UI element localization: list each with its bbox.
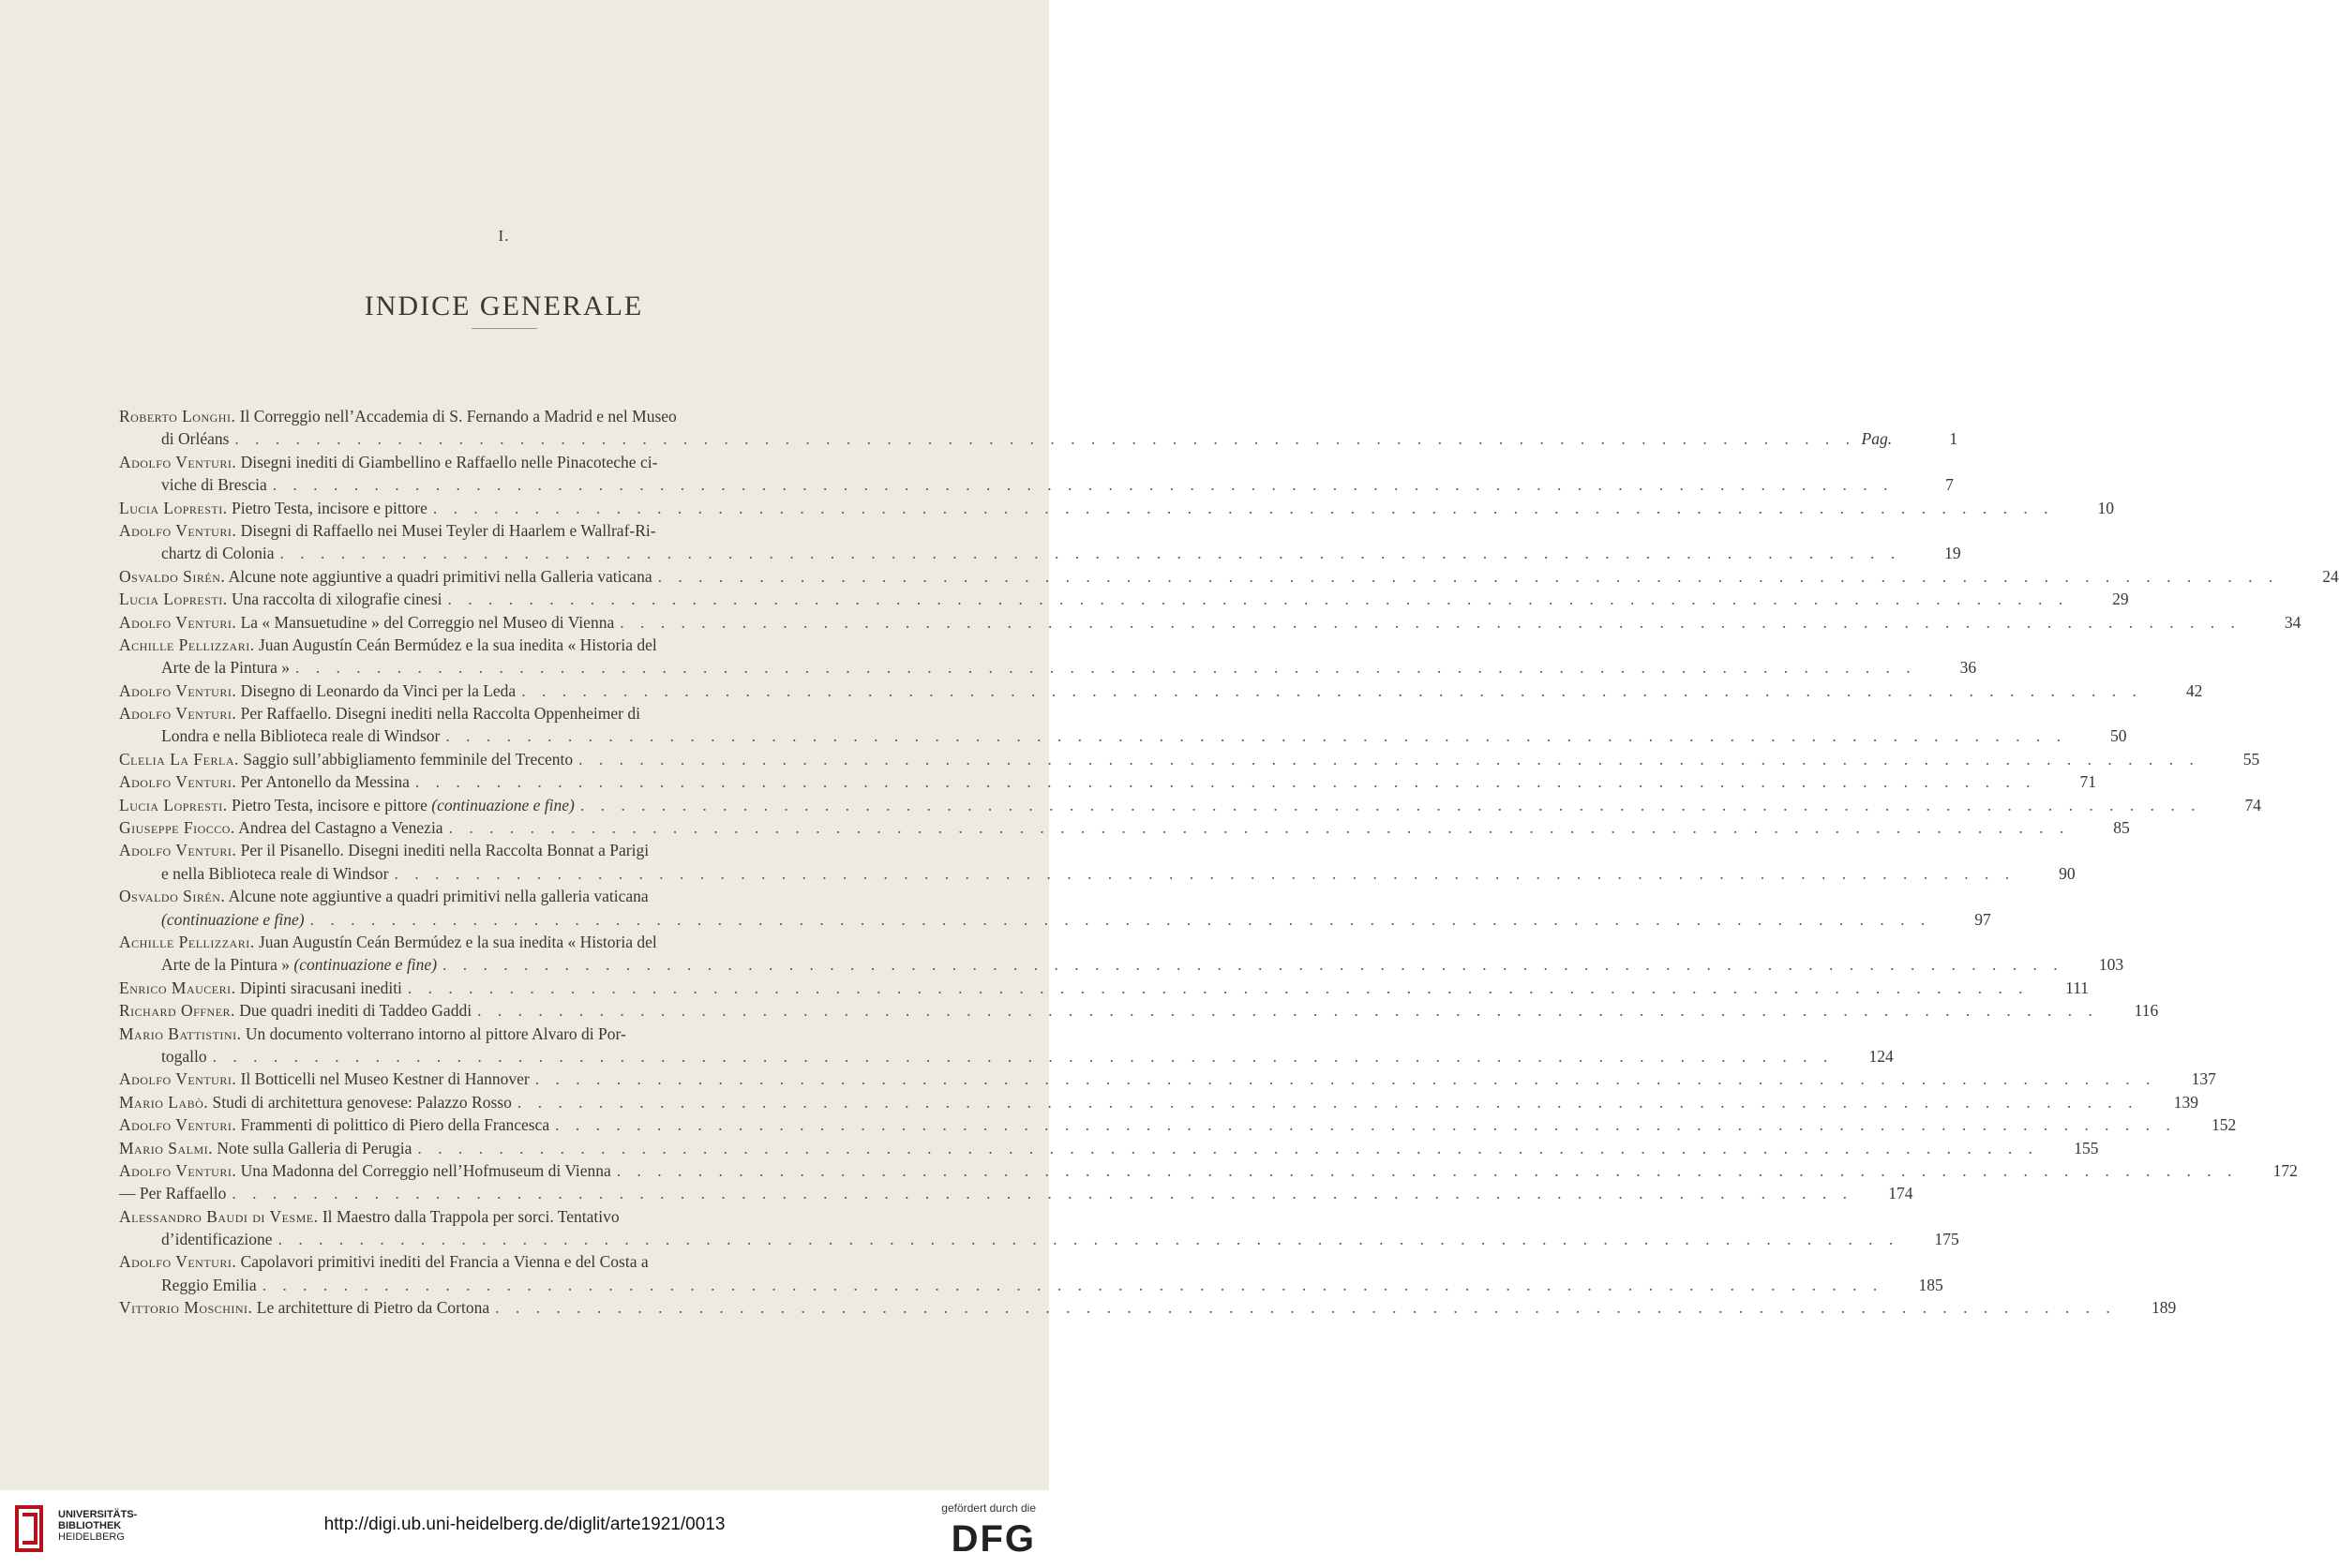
toc-line	[119, 519, 878, 542]
toc-title: Saggio sull’abbigliamento femminile del Trecento	[243, 749, 574, 769]
dot-leader: . . . . . . . . . . . . . . . . . . . . . . . . . . . . . . . . . . . . . . . . . . . . . . . . . . . . . . . . . . . . . . . . . . . . . . . . . . . . . . . .	[262, 1275, 1883, 1294]
toc-page-number: 189	[2151, 1298, 2177, 1318]
toc-entry	[119, 519, 1961, 565]
toc-text	[119, 794, 575, 816]
toc-title: Il Botticelli nel Museo Kestner di Hannover	[240, 1069, 530, 1089]
toc-title: Andrea del Castagno a Venezia	[238, 818, 443, 838]
toc-author: Osvaldo Sirén.	[119, 887, 226, 906]
toc-entry	[119, 1182, 1913, 1204]
toc-line	[119, 1068, 2216, 1090]
toc-author: Giuseppe Fiocco.	[119, 818, 235, 838]
toc-author: Clelia La Ferla.	[119, 749, 239, 769]
toc-page-number: 185	[1918, 1275, 1943, 1294]
toc-text	[119, 679, 516, 702]
toc-title: di Orléans	[161, 429, 230, 449]
toc-line	[119, 473, 1954, 496]
toc-line	[119, 999, 2159, 1022]
toc-text	[119, 770, 410, 793]
toc-title: Reggio Emilia	[161, 1275, 257, 1294]
toc-text	[119, 588, 442, 610]
toc-line	[119, 565, 2339, 588]
toc-author: Adolfo Venturi.	[119, 772, 237, 792]
toc-page-number: 152	[2211, 1115, 2237, 1135]
dot-leader: . . . . . . . . . . . . . . . . . . . . . . . . . . . . . . . . . . . . . . . . . . . . . . . . . . . . . . . . . . . . . . . . . . . . . . . . . . . . . . . .	[277, 1230, 1899, 1249]
toc-text	[119, 1113, 549, 1136]
toc-page-label: Pag.	[1861, 429, 1893, 449]
toc-entry	[119, 1068, 2216, 1090]
toc-title: Arte de la Pintura »	[161, 955, 291, 975]
toc-author: Adolfo Venturi.	[119, 1069, 237, 1089]
toc-author: Mario Battistini.	[119, 1023, 242, 1043]
toc-entry	[119, 1159, 2298, 1182]
toc-line	[119, 885, 878, 907]
toc-title: viche di Brescia	[161, 475, 267, 495]
toc-page-number: 55	[2242, 749, 2260, 769]
toc-author: Richard Offner.	[119, 1001, 235, 1021]
toc-title: Due quadri inediti di Taddeo Gaddi	[239, 1001, 472, 1021]
toc-author: Adolfo Venturi.	[119, 841, 237, 860]
toc-page-number: 7	[1945, 475, 1954, 495]
toc-title: Per Antonello da Messina	[240, 772, 410, 792]
toc-line	[119, 1113, 2237, 1136]
toc-text	[161, 542, 275, 564]
toc-line	[119, 977, 2090, 999]
toc-line	[119, 656, 1977, 679]
toc-text	[119, 748, 573, 770]
toc-entry	[119, 497, 2115, 519]
toc-line	[119, 1274, 1943, 1296]
toc-page-number: 85	[2113, 818, 2130, 838]
dot-leader: . . . . . . . . . . . . . . . . . . . . . . . . . . . . . . . . . . . . . . . . . . . . . . . . . . . . . . . . . . . . . . . . . . . . . . . . . . . . . . . .	[521, 680, 2143, 700]
toc-text	[119, 611, 614, 634]
dot-leader: . . . . . . . . . . . . . . . . . . . . . . . . . . . . . . . . . . . . . . . . . . . . . . . . . . . . . . . . . . . . . . . . . . . . . . . . . . . . . . . .	[579, 795, 2202, 814]
toc-title: Per Raffaello. Disegni inediti nella Raccolta Oppenheimer di	[240, 704, 640, 724]
toc-page-number: 50	[2109, 726, 2127, 746]
toc-page-number: 34	[2284, 612, 2302, 632]
toc-author: Adolfo Venturi.	[119, 704, 237, 724]
toc-page-number: 155	[2074, 1138, 2099, 1157]
toc-entry	[119, 885, 1991, 931]
toc-line	[119, 588, 2129, 610]
toc-page-number: 103	[2098, 955, 2124, 975]
toc-text	[119, 816, 443, 839]
toc-title: Il Maestro dalla Trappola per sorci. Tentativo	[322, 1206, 620, 1226]
toc-title: Frammenti di polittico di Piero della Francesca	[240, 1115, 550, 1135]
toc-entry	[119, 816, 2130, 839]
toc-title: Juan Augustín Ceán Bermúdez e la sua inedita « Historia del	[258, 635, 657, 654]
toc-entry	[119, 931, 2124, 977]
toc-line	[119, 405, 878, 427]
toc-entry	[119, 1091, 2198, 1113]
dot-leader: . . . . . . . . . . . . . . . . . . . . . . . . . . . . . . . . . . . . . . . . . . . . . . . . . . . . . . . . . . . . . . . . . . . . . . . . . . . . . . . .	[534, 1069, 2156, 1089]
toc-title: Una Madonna del Correggio nell’Hofmuseum di Vienna	[240, 1160, 611, 1180]
toc-page-number: 175	[1934, 1230, 1959, 1249]
toc-title: Disegni inediti di Giambellino e Raffaello nelle Pinacoteche ci-	[240, 452, 658, 471]
toc-entry	[119, 451, 1954, 497]
toc-entry	[119, 1137, 2099, 1159]
toc-page-number: 139	[2173, 1092, 2198, 1112]
toc-line	[119, 816, 2130, 839]
toc-entry	[119, 702, 2127, 748]
page-title: INDICE GENERALE	[364, 291, 644, 322]
toc-text	[119, 999, 472, 1022]
toc-author: Adolfo Venturi.	[119, 520, 237, 540]
toc-title: Le architetture di Pietro da Cortona	[256, 1298, 490, 1318]
toc-author: Lucia Lopresti.	[119, 498, 228, 517]
dot-leader: . . . . . . . . . . . . . . . . . . . . . . . . . . . . . . . . . . . . . . . . . . . . . . . . . . . . . . . . . . . . . . . . . . . . . . . . . . . . . . . .	[432, 498, 2055, 517]
toc-author: Adolfo Venturi.	[119, 1160, 237, 1180]
toc-page-number: 10	[2097, 498, 2115, 517]
dot-leader: . . . . . . . . . . . . . . . . . . . . . . . . . . . . . . . . . . . . . . . . . . . . . . . . . . . . . . . . . . . . . . . . . . . . . . . . . . . . . . . .	[517, 1092, 2138, 1112]
viewer-footer	[0, 1490, 1049, 1568]
dot-leader: . . . . . . . . . . . . . . . . . . . . . . . . . . . . . . . . . . . . . . . . . . . . . . . . . . . . . . . . . . . . . . . . . . . . . . . . . . . . . . . .	[232, 1184, 1853, 1203]
toc-author: Mario Labò.	[119, 1092, 209, 1112]
toc-page-number: 172	[2272, 1160, 2298, 1180]
toc-line	[119, 953, 2124, 976]
toc-page-number: 19	[1944, 544, 1961, 563]
toc-line	[119, 1228, 1959, 1250]
toc-line	[119, 497, 2115, 519]
toc-title: Disegno di Leonardo da Vinci per la Leda	[240, 680, 517, 700]
toc-author: Lucia Lopresti.	[119, 590, 228, 609]
toc-page-number: 90	[2059, 863, 2076, 883]
toc-author: Vittorio Moschini.	[119, 1298, 253, 1318]
toc-author: Achille Pellizzari.	[119, 635, 255, 654]
library-name-line-3: HEIDELBERG	[58, 1531, 125, 1543]
toc-page-number: 111	[2065, 978, 2090, 997]
dot-leader: . . . . . . . . . . . . . . . . . . . . . . . . . . . . . . . . . . . . . . . . . . . . . . . . . . . . . . . . . . . . . . . . . . . . . . . . . . . . . . . .	[279, 544, 1901, 563]
funding-caption: gefördert durch die	[941, 1501, 1036, 1515]
dot-leader: . . . . . . . . . . . . . . . . . . . . . . . . . . . . . . . . . . . . . . . . . . . . . . . . . . . . . . . . . . . . . . . . . . . . . . . . . . . . . . . .	[394, 863, 2016, 883]
toc-title: Un documento volterrano intorno al pittore Alvaro di Por-	[245, 1023, 626, 1043]
toc-title: d’identificazione	[161, 1230, 273, 1249]
toc-line	[119, 1205, 878, 1228]
dot-leader: . . . . . . . . . . . . . . . . . . . . . . . . . . . . . . . . . . . . . . . . . . . . . . . . . . . . . . . . . . . . . . . . . . . . . . . . . . . . . . . .	[445, 726, 2067, 746]
toc-line	[119, 748, 2260, 770]
toc-text	[119, 1159, 611, 1182]
toc-text	[119, 1137, 412, 1159]
dot-leader: . . . . . . . . . . . . . . . . . . . . . . . . . . . . . . . . . . . . . . . . . . . . . . . . . . . . . . . . . . . . . . . . . . . . . . . . . . . . . . . .	[414, 772, 2037, 792]
toc-author: Osvaldo Sirén.	[119, 566, 226, 586]
toc-text	[119, 565, 652, 588]
dfg-logo: DFG	[951, 1518, 1036, 1560]
toc-line	[119, 1023, 878, 1045]
toc-line	[119, 1250, 878, 1273]
toc-entry	[119, 794, 2262, 816]
toc-continuation-note: (continuazione e fine)	[431, 795, 575, 814]
dot-leader: . . . . . . . . . . . . . . . . . . . . . . . . . . . . . . . . . . . . . . . . . . . . . . . . . . . . . . . . . . . . . . . . . . . . . . . . . . . . . . . .	[447, 590, 2069, 609]
toc-entry	[119, 1296, 2177, 1319]
toc-entry	[119, 999, 2159, 1022]
toc-line	[119, 679, 2203, 702]
toc-author: Adolfo Venturi.	[119, 1115, 237, 1135]
toc-title: Per il Pisanello. Disegni inediti nella Raccolta Bonnat a Parigi	[240, 841, 650, 860]
toc-line	[119, 1045, 1894, 1068]
toc-title: Capolavori primitivi inediti del Francia a Vienna e del Costa a	[240, 1252, 649, 1272]
toc-line	[119, 427, 1958, 450]
toc-entry	[119, 1113, 2237, 1136]
toc-title: Il Correggio nell’Accademia di S. Fernando a Madrid e nel Museo	[239, 407, 677, 426]
toc-page-number: 116	[2134, 1001, 2159, 1021]
toc-line	[119, 931, 878, 953]
toc-page-number: 97	[1974, 909, 1991, 929]
toc-author: Enrico Mauceri.	[119, 978, 236, 997]
toc-line	[119, 702, 878, 724]
toc-text	[119, 1182, 226, 1204]
toc-title: Una raccolta di xilografie cinesi	[232, 590, 442, 609]
toc-text	[161, 908, 305, 931]
toc-title: Pietro Testa, incisore e pittore	[232, 795, 427, 814]
toc-entry	[119, 1023, 1894, 1068]
toc-title: Arte de la Pintura »	[161, 658, 291, 678]
toc-page-number: 42	[2185, 680, 2203, 700]
dot-leader: . . . . . . . . . . . . . . . . . . . . . . . . . . . . . . . . . . . . . . . . . . . . . . . . . . . . . . . . . . . . . . . . . . . . . . . . . . . . . . . .	[620, 612, 2242, 632]
dot-leader: . . . . . . . . . . . . . . . . . . . . . . . . . . . . . . . . . . . . . . . . . . . . . . . . . . . . . . . . . . . . . . . . . . . . . . . . . . . . . . . .	[616, 1160, 2238, 1180]
dot-leader: . . . . . . . . . . . . . . . . . . . . . . . . . . . . . . . . . . . . . . . . . . . . . . . . . . . . . . . . . . . . . . . . . . . . . . . . . . . . . . . .	[234, 429, 1856, 449]
dot-leader: . . . . . . . . . . . . . . . . . . . . . . . . . . . . . . . . . . . . . . . . . . . . . . . . . . . . . . . . . . . . . . . . . . . . . . . . . . . . . . . .	[578, 749, 2200, 769]
toc-entry	[119, 611, 2302, 634]
toc-title: Dipinti siracusani inediti	[239, 978, 402, 997]
toc-entry	[119, 1205, 1959, 1251]
toc-text	[161, 1045, 207, 1068]
toc-line	[119, 1091, 2198, 1113]
dot-leader: . . . . . . . . . . . . . . . . . . . . . . . . . . . . . . . . . . . . . . . . . . . . . . . . . . . . . . . . . . . . . . . . . . . . . . . . . . . . . . . .	[272, 475, 1894, 495]
toc-line	[119, 839, 878, 861]
toc-author: Adolfo Venturi.	[119, 680, 237, 700]
toc-author: Adolfo Venturi.	[119, 1252, 237, 1272]
toc-line	[119, 634, 878, 656]
toc-line	[119, 724, 2127, 747]
toc-line	[119, 542, 1961, 564]
toc-text	[161, 724, 440, 747]
toc-text	[161, 1274, 257, 1296]
toc-text	[161, 427, 229, 450]
dot-leader: . . . . . . . . . . . . . . . . . . . . . . . . . . . . . . . . . . . . . . . . . . . . . . . . . . . . . . . . . . . . . . . . . . . . . . . . . . . . . . . .	[477, 1001, 2099, 1021]
toc-text	[161, 656, 290, 679]
dot-leader: . . . . . . . . . . . . . . . . . . . . . . . . . . . . . . . . . . . . . . . . . . . . . . . . . . . . . . . . . . . . . . . . . . . . . . . . . . . . . . . .	[555, 1115, 2177, 1135]
dot-leader: . . . . . . . . . . . . . . . . . . . . . . . . . . . . . . . . . . . . . . . . . . . . . . . . . . . . . . . . . . . . . . . . . . . . . . . . . . . . . . . .	[212, 1046, 1834, 1066]
library-name-line-2: BIBLIOTHEK	[58, 1520, 122, 1531]
toc-page-number: 36	[1959, 658, 1977, 678]
dot-leader: . . . . . . . . . . . . . . . . . . . . . . . . . . . . . . . . . . . . . . . . . . . . . . . . . . . . . . . . . . . . . . . . . . . . . . . . . . . . . . . .	[295, 658, 1917, 678]
toc-text	[161, 473, 267, 496]
toc-title: togallo	[161, 1046, 207, 1066]
toc-text	[119, 1091, 512, 1113]
dot-leader: . . . . . . . . . . . . . . . . . . . . . . . . . . . . . . . . . . . . . . . . . . . . . . . . . . . . . . . . . . . . . . . . . . . . . . . . . . . . . . . .	[657, 566, 2279, 586]
toc-author: Adolfo Venturi.	[119, 452, 237, 471]
toc-page-number: 137	[2191, 1069, 2216, 1089]
toc-line	[119, 1137, 2099, 1159]
toc-text	[161, 1228, 273, 1250]
toc-title: chartz di Colonia	[161, 544, 275, 563]
toc-title: — Per Raffaello	[119, 1184, 227, 1203]
toc-text	[161, 862, 388, 885]
toc-text	[119, 1068, 530, 1090]
dot-leader: . . . . . . . . . . . . . . . . . . . . . . . . . . . . . . . . . . . . . . . . . . . . . . . . . . . . . . . . . . . . . . . . . . . . . . . . . . . . . . . .	[417, 1138, 2039, 1157]
toc-line	[119, 770, 2097, 793]
toc-line	[119, 908, 1991, 931]
toc-continuation-note: (continuazione e fine)	[293, 955, 438, 975]
dot-leader: . . . . . . . . . . . . . . . . . . . . . . . . . . . . . . . . . . . . . . . . . . . . . . . . . . . . . . . . . . . . . . . . . . . . . . . . . . . . . . . .	[309, 909, 1931, 929]
toc-title: Studi di architettura genovese: Palazzo Rosso	[212, 1092, 512, 1112]
toc-line	[119, 862, 2076, 885]
toc-author: Lucia Lopresti.	[119, 795, 228, 814]
library-name-line-1: UNIVERSITÄTS-	[58, 1509, 138, 1520]
toc-page-number: 1	[1949, 429, 1958, 449]
toc-author: Alessandro Baudi di Vesme.	[119, 1206, 319, 1226]
toc-entry	[119, 770, 2097, 793]
dot-leader: . . . . . . . . . . . . . . . . . . . . . . . . . . . . . . . . . . . . . . . . . . . . . . . . . . . . . . . . . . . . . . . . . . . . . . . . . . . . . . . .	[448, 818, 2070, 838]
title-divider	[472, 328, 537, 329]
toc-line	[119, 1182, 1913, 1204]
toc-title: Londra e nella Biblioteca reale di Windsor	[161, 726, 441, 746]
dot-leader: . . . . . . . . . . . . . . . . . . . . . . . . . . . . . . . . . . . . . . . . . . . . . . . . . . . . . . . . . . . . . . . . . . . . . . . . . . . . . . . .	[407, 978, 2030, 997]
toc-author: Roberto Longhi.	[119, 407, 236, 426]
toc-entry	[119, 405, 1958, 451]
toc-author: Mario Salmi.	[119, 1138, 214, 1157]
toc-page-number: 174	[1888, 1184, 1913, 1203]
toc-entry	[119, 839, 2076, 885]
toc-line	[119, 451, 878, 473]
toc-entry	[119, 679, 2203, 702]
toc-title: Disegni di Raffaello nei Musei Teyler di Haarlem e Wallraf-Ri-	[240, 520, 656, 540]
table-of-contents	[119, 405, 2339, 1320]
toc-entry	[119, 748, 2260, 770]
toc-line	[119, 794, 2262, 816]
toc-title: Note sulla Galleria di Perugia	[217, 1138, 412, 1157]
toc-title: e nella Biblioteca reale di Windsor	[161, 863, 389, 883]
toc-page-number: 29	[2112, 590, 2129, 609]
toc-line	[119, 1159, 2298, 1182]
toc-entry	[119, 977, 2090, 999]
toc-text	[161, 953, 437, 976]
toc-title: Juan Augustín Ceán Bermúdez e la sua inedita « Historia del	[258, 932, 657, 951]
permalink-url[interactable]: http://digi.ub.uni-heidelberg.de/diglit/arte1921/0013	[323, 1515, 726, 1534]
toc-entry	[119, 1250, 1943, 1296]
toc-page-number: 24	[2322, 566, 2339, 586]
toc-author: Adolfo Venturi.	[119, 612, 237, 632]
toc-entry	[119, 565, 2339, 588]
toc-page-number: 124	[1868, 1046, 1894, 1066]
toc-line	[119, 1296, 2177, 1319]
dot-leader: . . . . . . . . . . . . . . . . . . . . . . . . . . . . . . . . . . . . . . . . . . . . . . . . . . . . . . . . . . . . . . . . . . . . . . . . . . . . . . . .	[442, 955, 2064, 975]
toc-title: Alcune note aggiuntive a quadri primitivi nella galleria vaticana	[228, 887, 649, 906]
section-number: I.	[498, 227, 510, 245]
toc-title: Alcune note aggiuntive a quadri primitivi nella Galleria vaticana	[228, 566, 652, 586]
toc-text	[119, 977, 402, 999]
toc-entry	[119, 588, 2129, 610]
dot-leader: . . . . . . . . . . . . . . . . . . . . . . . . . . . . . . . . . . . . . . . . . . . . . . . . . . . . . . . . . . . . . . . . . . . . . . . . . . . . . . . .	[495, 1298, 2117, 1318]
toc-title: Pietro Testa, incisore e pittore	[232, 498, 427, 517]
toc-entry	[119, 634, 1977, 679]
toc-text	[119, 1296, 489, 1319]
toc-title: La « Mansuetudine » del Correggio nel Museo di Vienna	[240, 612, 615, 632]
toc-page-number: 74	[2244, 795, 2262, 814]
toc-continuation-note: (continuazione e fine)	[161, 909, 305, 929]
toc-text	[119, 497, 427, 519]
toc-author: Achille Pellizzari.	[119, 932, 255, 951]
toc-line	[119, 611, 2302, 634]
toc-page-number: 71	[2079, 772, 2097, 792]
